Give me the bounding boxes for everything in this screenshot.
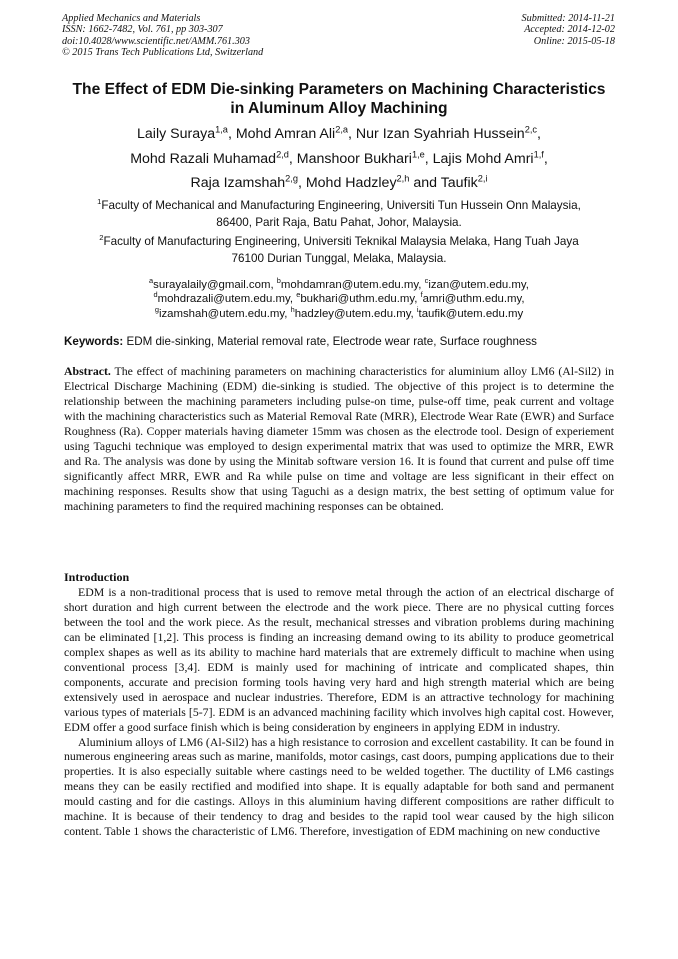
email-superscript: i (416, 304, 419, 314)
email-superscript: f (420, 290, 423, 300)
author-superscript: 2,c (524, 124, 537, 135)
abstract-text: The effect of machining parameters on machining characteristics for aluminium alloy LM6 (Al-Sil2) in Electrical Discharge Machining (EDM) die-sinking is studied. The objective of this project is to determine the relationship between the machining parameters including pulse-on time, pulse-off time, peak current and voltage with the machining characteristics such as Material Removal Rate (MRR), Electrode Wear Rate (EWR) and Surface Roughness (Ra). Copper materials having diameter 15mm was chosen as the electrode tool. Design of experiement using Taguchi technique was employed to design experimental matrix that was used to optimize the MRR, EWR and Ra. The analysis was done by using the Minitab software version 16. It is found that current and pulse off time significantly affect MRR, EWR and Ra while pulse on time and voltage are less significant in their effect on machining responses. Results show that using Taguchi as a design matrix, the best setting of optimum value for machining parameters to find the required machining responses can be obtained. (64, 364, 614, 513)
author-name: Mohd Razali Muhamad (130, 150, 277, 167)
title-line-2: in Aluminum Alloy Machining (230, 100, 448, 117)
affiliation-superscript: 1 (97, 197, 102, 207)
author-separator: , (227, 126, 236, 142)
email-line (60, 304, 618, 321)
author-superscript: 2,h (396, 173, 410, 184)
author-line (40, 147, 638, 172)
email-separator: , (521, 293, 525, 306)
title-line-1: The Effect of EDM Die-sinking Parameters on Machining Characteristics (72, 81, 606, 98)
author-superscript: 2,i (477, 173, 488, 184)
paper-title (40, 80, 638, 118)
author-name: Nur Izan Syahriah Hussein (355, 126, 525, 142)
email-separator: , (289, 293, 297, 306)
affiliation-text: Faculty of Manufacturing Engineering, Universiti Teknikal Malaysia Melaka, Hang Tuah Jaya (103, 235, 579, 248)
email-line (60, 278, 618, 292)
abstract (64, 364, 614, 514)
author-superscript: 2,d (276, 148, 289, 159)
keywords-line (64, 335, 624, 349)
affiliation-line: 86400, Parit Raja, Batu Pahat, Johor, Malaysia. (216, 215, 462, 229)
accepted-date: Accepted: 2014-12-02 (524, 24, 615, 36)
author-list (40, 122, 638, 196)
author-separator: , (543, 150, 548, 167)
affiliation-superscript: 2 (99, 233, 104, 243)
author-superscript: 1,e (411, 148, 425, 159)
author-line (40, 122, 638, 147)
author-superscript: 2,a (335, 124, 349, 135)
abstract-paragraph (64, 364, 614, 514)
author-name: Manshoor Bukhari (296, 150, 412, 167)
intro-paragraph-1: EDM is a non-traditional process that is used to remove metal through the action of an electrical discharge of short duration and high current between the electrode and the work piece. There are no physical cutting forces between the tool and the work piece. As the result, mechanical stresses and vibration problems during machining can be eliminated [1,2]. This process is finding an increasing demand owing to its ability to produce geometrical complex shapes as well as its ability to machine hard materials that are extremely difficult to machine when using conventional process [3,4]. EDM is mainly used for machining of intricate and complicated shapes, thin components, accurate and precision forming tools having very hard and high strength material which are being extensively used in aerospace and nuclear industries. Therefore, EDM is an attractive technology for machining various types of materials [5-7]. EDM is an advanced machining facility which involves high capital cost. However, EDM offer a good surface finish which is being consideration by engineers in applying EDM in industry. (64, 585, 614, 734)
doi-line: doi:10.4028/www.scientific.net/AMM.761.303 (62, 35, 250, 47)
author-separator: , (348, 126, 356, 142)
introduction-body (64, 585, 614, 839)
intro-paragraph-2: Aluminium alloys of LM6 (Al-Sil2) has a high resistance to corrosion and excellent castability. It can be found in numerous engineering areas such as marine, manifolds, motor casings, cast doors, pumping applications due to their properties. It is also especially suitable where castings need to be welded together. The ductility of LM6 castings means they can be easily rectified and modified into shape. It is equally adaptable for both sand and permanent mould casting and for die castings. Alloys in this aluminium having different compositions are rather difficult to machine. It is because of their tendency to drag and besides to the rapid tool wear caused by the high silicon content. Table 1 shows the characteristic of LM6. Therefore, investigation of EDM machining on new conductive (64, 734, 614, 839)
email-address: hadzley@utem.edu.my (294, 307, 411, 320)
author-name: Mohd Hadzley (305, 175, 397, 191)
affiliation-line (60, 198, 618, 215)
author-superscript: 1,f (533, 148, 544, 159)
email-address: mohdrazali@utem.edu.my (157, 293, 290, 306)
online-date: Online: 2015-05-18 (533, 35, 615, 47)
author-superscript: 2,g (285, 173, 298, 184)
email-separator: , (525, 279, 529, 291)
affiliation-line (60, 234, 618, 251)
submitted-date: Submitted: 2014-11-21 (521, 13, 615, 24)
email-separator: , (418, 279, 425, 291)
submission-dates (522, 13, 615, 47)
email-separator: , (270, 279, 277, 291)
email-address: mohdamran@utem.edu.my (280, 279, 419, 291)
email-superscript: b (276, 276, 281, 286)
journal-name: Applied Mechanics and Materials (62, 13, 201, 24)
author-superscript: 1,a (215, 124, 228, 135)
email-separator: , (410, 307, 417, 320)
email-superscript: d (153, 290, 158, 300)
author-separator: , (537, 126, 541, 142)
affiliation-line: 76100 Durian Tunggal, Melaka, Malaysia. (231, 251, 447, 265)
email-address: taufik@utem.edu.my (418, 307, 524, 320)
email-address: surayalaily@gmail.com (153, 279, 271, 291)
author-separator: , (424, 150, 433, 167)
email-list (60, 278, 618, 321)
author-name: Laily Suraya (137, 126, 216, 142)
email-superscript: e (296, 290, 301, 300)
author-separator: , (297, 175, 306, 191)
journal-info (62, 13, 263, 59)
email-address: izamshah@utem.edu.my (158, 307, 285, 320)
email-superscript: h (290, 304, 295, 314)
keywords-label: Keywords: (64, 335, 124, 348)
issn-line: ISSN: 1662-7482, Vol. 761, pp 303-307 (62, 24, 223, 36)
email-address: izan@utem.edu.my (428, 279, 526, 291)
author-name: Raja Izamshah (190, 175, 286, 191)
email-separator: , (284, 307, 291, 320)
author-name: Taufik (440, 175, 478, 191)
affiliation-text: Faculty of Mechanical and Manufacturing Engineering, Universiti Tun Hussein Onn Malaysia, (101, 199, 581, 212)
copyright-line: © 2015 Trans Tech Publications Ltd, Switzerland (62, 47, 264, 59)
email-superscript: a (149, 276, 154, 286)
author-line (40, 171, 638, 196)
affiliation-2 (60, 234, 618, 267)
email-superscript: c (424, 276, 429, 286)
email-separator: , (414, 293, 421, 306)
author-name: Lajis Mohd Amri (432, 150, 534, 167)
keywords-text: EDM die-sinking, Material removal rate, Electrode wear rate, Surface roughness (123, 335, 537, 348)
abstract-label: Abstract. (64, 364, 111, 378)
email-line (60, 292, 618, 306)
email-address: bukhari@uthm.edu.my (300, 293, 415, 306)
affiliation-1 (60, 198, 618, 231)
author-name: Mohd Amran Ali (235, 126, 336, 142)
author-separator: , (288, 150, 297, 167)
author-separator: and (409, 175, 441, 191)
introduction-heading: Introduction (64, 570, 130, 584)
email-address: amri@uthm.edu.my (422, 293, 522, 306)
email-superscript: g (154, 304, 159, 314)
